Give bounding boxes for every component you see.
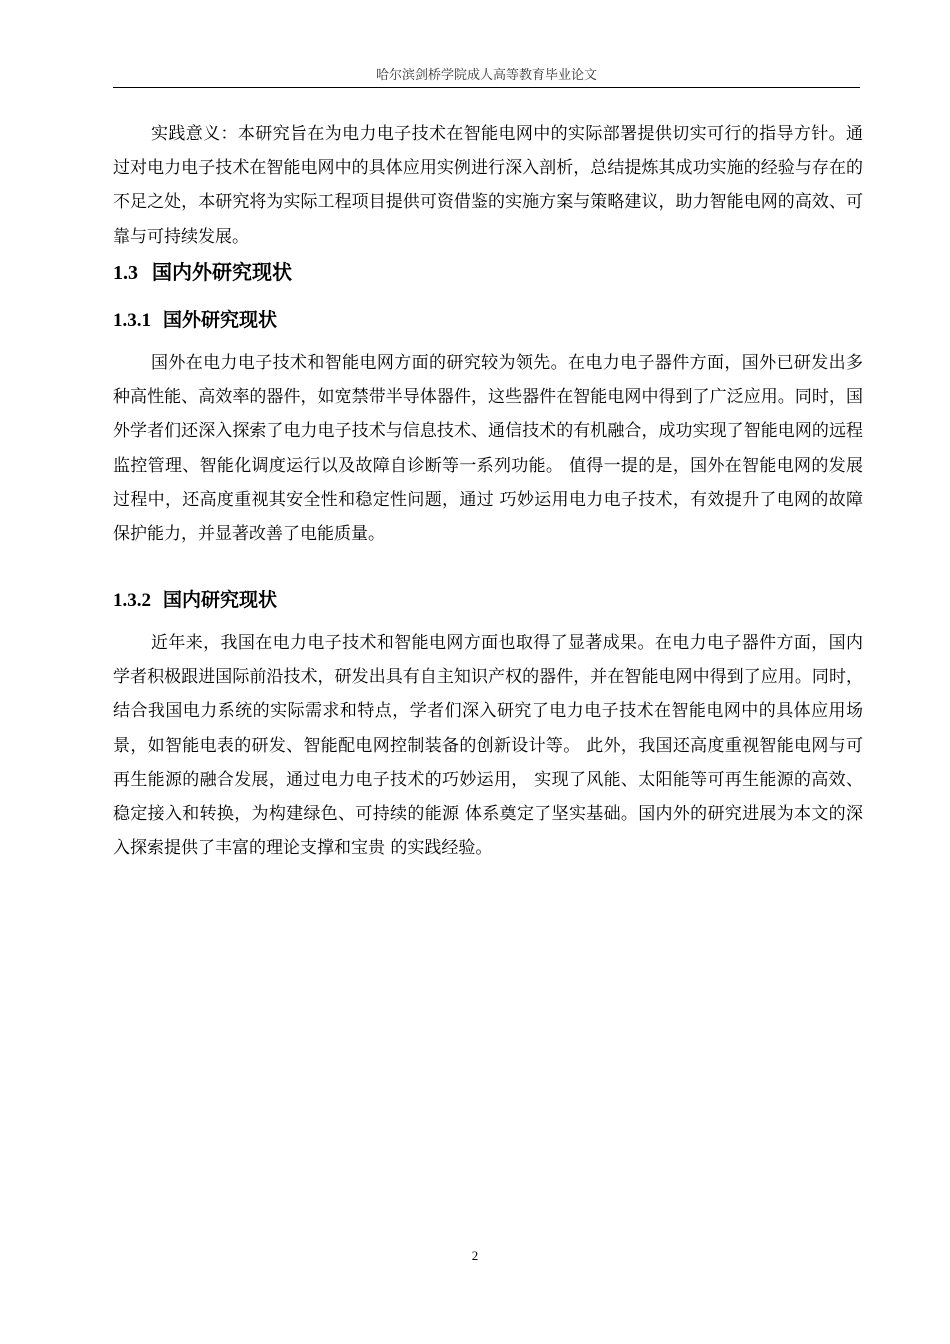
paragraph-foreign-research: 国外在电力电子技术和智能电网方面的研究较为领先。在电力电子器件方面，国外已研发出多种高性能、高效率的器件，如宽禁带半导体器件，这些器件在智能电网中得到了广泛应用。同时，国外学者们还深入探索了电力电子技术与信息技术、通信技术的有机融合，成功实现了智能电网的远程监控管理、智能化调度运行以及故障自诊断等一系列功能。 值得一提的是，国外在智能电网的发展过程中，还高度重视其安全性和稳定性问题，通过 巧妙运用电力电子技术，有效提升了电网的故障保护能力，并显著改善了电能质量。: [113, 353, 863, 545]
section-heading-1-3-2: [113, 587, 277, 614]
section-number: 1.3.2: [113, 590, 151, 611]
section-number: 1.3: [113, 262, 138, 284]
section-title: 国内外研究现状: [152, 260, 292, 284]
paragraph-practical-significance: 实践意义：本研究旨在为电力电子技术在智能电网中的实际部署提供切实可行的指导方针。通过对电力电子技术在智能电网中的具体应用实例进行深入剖析，总结提炼其成功实施的经验与存在的不足之处，本研究将为实际工程项目提供可资借鉴的实施方案与策略建议，助力智能电网的高效、可靠与可持续发展。: [113, 124, 863, 247]
section-title: 国外研究现状: [163, 309, 278, 331]
section-title: 国内研究现状: [163, 589, 278, 611]
header-rule: [113, 87, 860, 88]
section-number: 1.3.1: [113, 310, 151, 331]
page-number: 2: [471, 1248, 479, 1263]
section-heading-1-3: [113, 258, 292, 287]
running-header: 哈尔滨剑桥学院成人高等教育毕业论文: [375, 68, 597, 83]
paragraph-domestic-research: 近年来，我国在电力电子技术和智能电网方面也取得了显著成果。在电力电子器件方面，国内学者积极跟进国际前沿技术，研发出具有自主知识产权的器件，并在智能电网中得到了应用。同时，结合我国电力系统的实际需求和特点，学者们深入研究了电力电子技术在智能电网中的具体应用场景，如智能电表的研发、智能配电网控制装备的创新设计等。 此外，我国还高度重视智能电网与可再生能源的融合发展，通过电力电子技术的巧妙运用， 实现了风能、太阳能等可再生能源的高效、稳定接入和转换，为构建绿色、可持续的能源 体系奠定了坚实基础。国内外的研究进展为本文的深入探索提供了丰富的理论支撑和宝贵 的实践经验。: [113, 633, 863, 859]
section-heading-1-3-1: [113, 307, 277, 334]
